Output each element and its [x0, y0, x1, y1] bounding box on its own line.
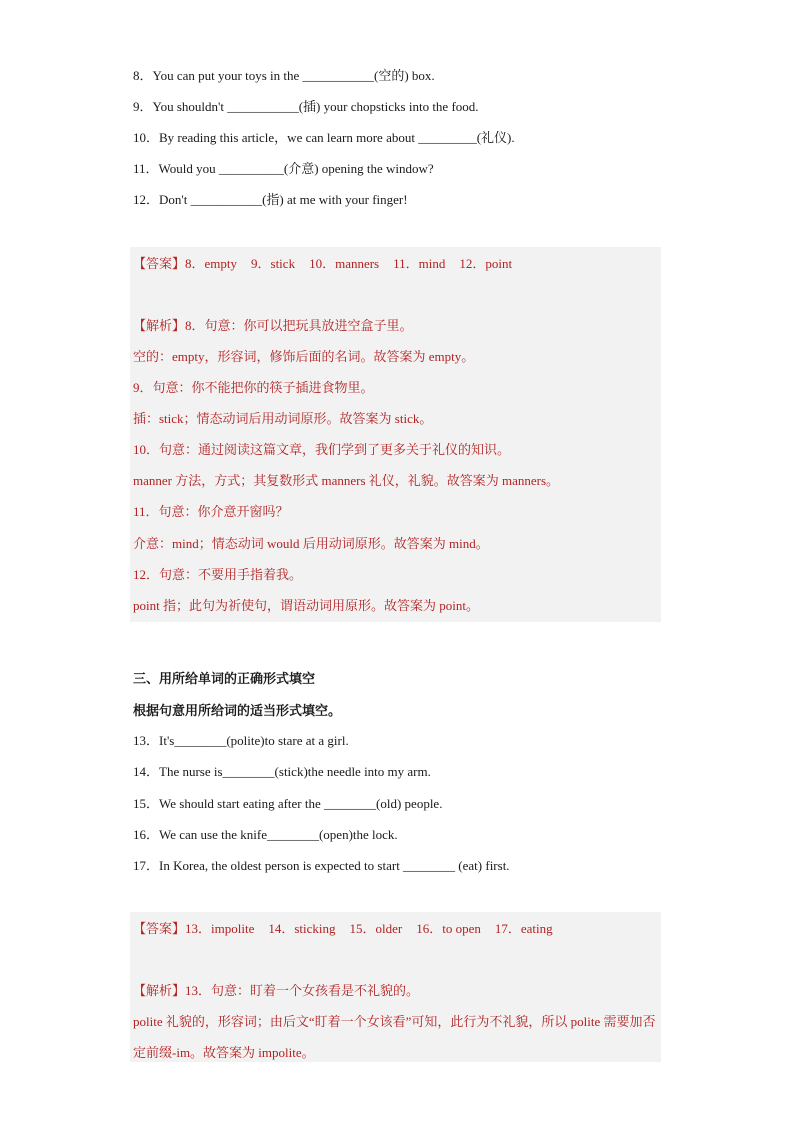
question-13 [133, 732, 349, 750]
analysis-paragraph: polite 礼貌的，形容词；由后文“盯着一个女该看”可知，此行为不礼貌，所以 polite 需要加否定前缀-im。故答案为 impolite。 [133, 1014, 656, 1060]
question-9 [133, 98, 479, 116]
analysis-label: 【解析】 [133, 983, 186, 998]
answer-line-2 [133, 920, 567, 938]
question-number: 12． [133, 192, 160, 207]
analysis-line [133, 472, 559, 490]
question-text: Would you __________(介意) opening the window? [158, 161, 434, 176]
question-number: 9． [133, 99, 153, 114]
answer-item: 16．to open [416, 921, 481, 936]
answer-label: 【答案】 [133, 921, 186, 936]
answer-line-1 [133, 255, 526, 273]
answer-label: 【答案】 [133, 256, 186, 271]
analysis-label: 【解析】 [133, 318, 186, 333]
analysis-line [133, 441, 510, 459]
answer-item: 12．point [459, 256, 513, 271]
answer-item: 14．sticking [268, 921, 336, 936]
analysis-text: 空的：empty，形容词，修饰后面的名词。故答案为 empty。 [133, 349, 475, 364]
question-text: The nurse is________(stick)the needle into my arm. [159, 764, 431, 779]
question-text: You shouldn't ___________(插) your chopsticks into the food. [152, 99, 479, 114]
analysis-line [133, 379, 374, 397]
question-text: You can put your toys in the ___________(空的) box. [152, 68, 435, 83]
answer-item: 9．stick [251, 256, 296, 271]
question-12 [133, 191, 408, 209]
answer-item: 17．eating [494, 921, 553, 936]
analysis-line [133, 410, 432, 428]
analysis-text: 插：stick；情态动词后用动词原形。故答案为 stick。 [133, 411, 433, 426]
analysis-line [133, 566, 302, 584]
question-text: Don't ___________(指) at me with your finger! [159, 192, 408, 207]
analysis-line [133, 317, 413, 335]
analysis-text: 介意：mind；情态动词 would 后用动词原形。故答案为 mind。 [133, 536, 489, 551]
analysis-text: 9．句意：你不能把你的筷子插进食物里。 [133, 380, 374, 395]
analysis-line [133, 597, 479, 615]
question-number: 16． [133, 827, 160, 842]
analysis-text: 10．句意：通过阅读这篇文章，我们学到了更多关于礼仪的知识。 [133, 442, 511, 457]
question-text: In Korea, the oldest person is expected to start ________ (eat) first. [159, 858, 510, 873]
question-number: 11． [133, 161, 159, 176]
question-15 [133, 795, 442, 813]
analysis-text: 13．句意：盯着一个女孩看是不礼貌的。 [185, 983, 420, 998]
answer-item: 15．older [349, 921, 403, 936]
answer-item: 10．manners [309, 256, 380, 271]
question-text: We can use the knife________(open)the lock. [159, 827, 398, 842]
analysis-text: manner 方法，方式；其复数形式 manners 礼仪，礼貌。故答案为 manners。 [133, 473, 560, 488]
analysis-line [133, 503, 289, 521]
answer-item: 8．empty [185, 256, 238, 271]
analysis-text: 8．句意：你可以把玩具放进空盒子里。 [185, 318, 413, 333]
answer-item: 13．impolite [185, 921, 255, 936]
analysis-line [133, 348, 474, 366]
section-instruction: 根据句意用所给词的适当形式填空。 [133, 703, 342, 718]
question-10 [133, 129, 515, 147]
question-number: 10． [133, 130, 160, 145]
question-14 [133, 763, 431, 781]
analysis-line [133, 982, 419, 1000]
analysis-text: point 指；此句为祈使句，谓语动词用原形。故答案为 point。 [133, 598, 479, 613]
question-text: By reading this article，we can learn more about _________(礼仪). [159, 130, 515, 145]
analysis-text: 11．句意：你介意开窗吗？ [133, 504, 289, 519]
question-number: 13． [133, 733, 160, 748]
question-number: 14． [133, 764, 160, 779]
section-heading: 三、用所给单词的正确形式填空 [133, 671, 316, 686]
analysis-text: 12．句意：不要用手指着我。 [133, 567, 303, 582]
question-number: 15． [133, 796, 160, 811]
answer-item: 11．mind [393, 256, 446, 271]
question-text: It's________(polite)to stare at a girl. [159, 733, 349, 748]
question-number: 17． [133, 858, 160, 873]
question-number: 8． [133, 68, 153, 83]
analysis-line [133, 535, 489, 553]
question-11 [133, 160, 434, 178]
question-8 [133, 67, 435, 85]
question-16 [133, 826, 398, 844]
question-text: We should start eating after the ________(old) people. [159, 796, 443, 811]
question-17 [133, 857, 510, 875]
